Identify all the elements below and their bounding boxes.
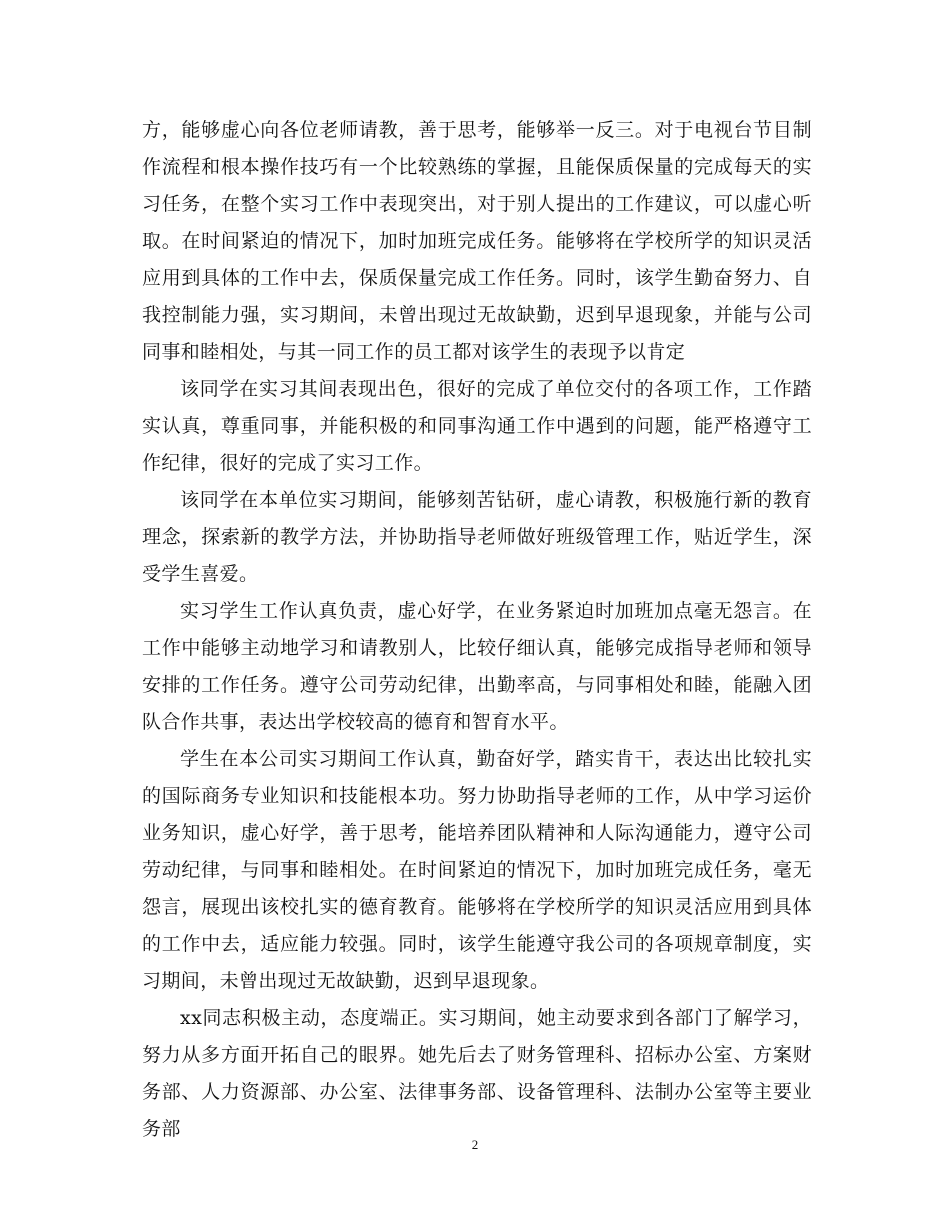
- page-number: 2: [471, 1137, 479, 1152]
- paragraph-3: 该同学在本单位实习期间，能够刻苦钻研，虚心请教，积极施行新的教育理念，探索新的教学方法，并协助指导老师做好班级管理工作，贴近学生，深受学生喜爱。: [142, 489, 812, 585]
- paragraph-5: 学生在本公司实习期间工作认真，勤奋好学，踏实肯干，表达出比较扎实的国际商务专业知识和技能根本功。努力协助指导老师的工作，从中学习运价业务知识，虚心好学，善于思考，能培养团队精神和人际沟通能力，遵守公司劳动纪律，与同事和睦相处。在时间紧迫的情况下，加时加班完成任务，毫无怨言，展现出该校扎实的德育教育。能够将在学校所学的知识灵活应用到具体的工作中去，适应能力较强。同时，该学生能遵守我公司的各项规章制度，实习期间，未曾出现过无故缺勤，迟到早退现象。: [142, 748, 812, 992]
- paragraph-2: 该同学在实习其间表现出色，很好的完成了单位交付的各项工作，工作踏实认真，尊重同事，并能积极的和同事沟通工作中遇到的问题，能严格遵守工作纪律，很好的完成了实习工作。: [142, 378, 812, 474]
- paragraph-6: xx同志积极主动，态度端正。实习期间，她主动要求到各部门了解学习，努力从多方面开拓自己的眼界。她先后去了财务管理科、招标办公室、方案财务部、人力资源部、办公室、法律事务部、设备管理科、法制办公室等主要业务部: [142, 1007, 812, 1140]
- paragraph-4: 实习学生工作认真负责，虚心好学，在业务紧迫时加班加点毫无怨言。在工作中能够主动地学习和请教别人，比较仔细认真，能够完成指导老师和领导安排的工作任务。遵守公司劳动纪律，出勤率高，与同事相处和睦，能融入团队合作共事，表达出学校较高的德育和智育水平。: [142, 600, 812, 733]
- document-body: [142, 112, 812, 1148]
- paragraph-1: 方，能够虚心向各位老师请教，善于思考，能够举一反三。对于电视台节目制作流程和根本操作技巧有一个比较熟练的掌握，且能保质保量的完成每天的实习任务，在整个实习工作中表现突出，对于别人提出的工作建议，可以虚心听取。在时间紧迫的情况下，加时加班完成任务。能够将在学校所学的知识灵活应用到具体的工作中去，保质保量完成工作任务。同时，该学生勤奋努力、自我控制能力强，实习期间，未曾出现过无故缺勤，迟到早退现象，并能与公司同事和睦相处，与其一同工作的员工都对该学生的表现予以肯定: [142, 119, 812, 363]
